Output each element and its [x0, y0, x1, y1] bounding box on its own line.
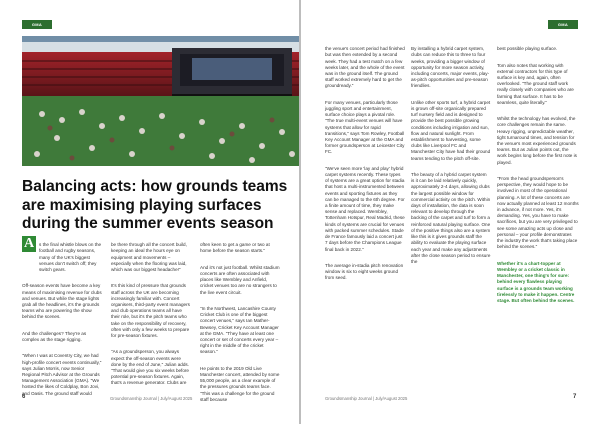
footer-credit-right: Groundsmanship Journal | July/August 2025	[325, 396, 408, 401]
paragraph: be there through all the concert build, keeping an ideal the hours eye on equipment and movements – especially when the flooring was laid, which was our biggest headache!"	[111, 242, 187, 273]
paragraph: "When I was at Coventry City, we had high-profile concert events continually," says Julian Morris, now Senior Regional Pitch Advisor at the Grounds Management Association (GMA). "We hosted the likes of Coldplay, Bon Jovi, and Oasis. The ground staff would	[22, 353, 102, 396]
footer-credit-left: Groundsmanship Journal | July/August 2025	[110, 396, 193, 401]
left-column-1	[22, 236, 102, 407]
paragraph: Unlike other sports turf, a hybrid carpet is grown off-site organically prepared turf nursery field and is designed to provide the best possible growing conditions including irrigation and sun, flow and natural sunlight. From establishment to harvesting, some clubs like Liverpool FC and Manchester City have had their ground teams tending to the pitch off-site.	[411, 99, 491, 161]
paragraph: It's this kind of pressure that grounds staff across the UK are becoming increasingly familiar with. Concert organisers, third-party event managers and club operations teams all have their role, but it's the pitch teams who take on the responsibility of recovery, often with only a few weeks to prepare for pre-season fixtures.	[111, 283, 190, 339]
paragraph: "We've seen more 'lay and play' hybrid carpet systems recently. These types of systems are a great option for stadia that host a multi-instrumented between events and sporting fixtures as they can be managed to the 6th degree. For a finite amount of time, they make sense and replaced. Wembley, Tottenham Hotspur, Real Madrid, these kinds of systems are crucial for venues with packed summer schedules. Stade de France famously laid a concert just 7 days before the Champions League final back in 2022."	[325, 165, 405, 252]
drop-cap: A	[23, 236, 35, 251]
paragraph: And the challenges? They're as complex as the stage rigging.	[22, 330, 87, 343]
paragraph: best possible playing surface.	[497, 46, 558, 52]
stadium-concert-photo	[22, 36, 299, 166]
intro-paragraph: s the final whistle blows on the football and rugby seasons, many of the UK's biggest venues don't switch off; they switch gears.	[39, 242, 102, 273]
section-tab-right: GMA	[548, 20, 578, 29]
paragraph: "From the head groundsperson's perspective, they would hope to be involved in most of the operational planning. A lot of these concerts are now actually planned at least 12 months in advance, if not more. Yes, it's demanding. Yes, you have to make sacrifices, but you are very privileged to see some amazing acts up close and personal – your profile demonstrates the industry the work that's taking place behind the scenes."	[497, 176, 579, 250]
paragraph: For many venues, particularly those juggling sport and entertainment, surface choice plays a pivotal role. "The true multi-event venues will have systems that allow for rapid transitions," says Tom Rowley, Football Key Account Manager at the GMA and former groundsperson at Leicester City FC.	[325, 99, 405, 155]
paragraph: "In the Northwest, Lancashire County Cricket Club is one of the biggest concert venues," says Ian Mather-Bewsey, Cricket Key Account Manager at the GMA. "They have at least one concert or set of concerts every year – right in the middle of the cricket season."	[200, 306, 279, 355]
page-number-right: 7	[573, 394, 577, 400]
right-page	[301, 0, 600, 424]
left-column-3	[200, 236, 280, 413]
paragraph: Tom also notes that working with external contractors for this type of surface is key and, again, often overlooked. "The ground staff work really closely with companies who are farming that surface. It has to be seamless, quite literally."	[497, 62, 574, 105]
paragraph: The beauty of a hybrid carpet system is it can be laid relatively quickly, approximately 2-4 days, allowing clubs the largest possible window for commercial activity on the pitch. Within days of installation, the data is soon relevant to develop through the backing of the carpet and turf to form a reinforced natural playing surface. One of the positive things also are a system like this is it gives grounds staff the ability to evaluate the playing surface each year and make any adjustments after the close season period to ensure the	[411, 172, 491, 264]
paragraph: By installing a hybrid carpet system, clubs can reduce this to three to four weeks, providing a bigger window of opportunity for more season activity, including concerts, major events, play-as-pitch opportunities and pre-season friendlies.	[411, 46, 490, 89]
paragraph: Whilst the technology has evolved, the core challenges remain the same. Heavy rigging, unpredictable weather, tight turnaround times, and tension for the venue's most experienced grounds teams. But as Julian points out, the work begins long before the first note is played.	[497, 116, 577, 165]
article-headline: Balancing acts: how grounds teams are maximising playing surfaces during the summer events season	[22, 178, 288, 232]
right-column-1	[325, 40, 405, 292]
paragraph: Off-season events have become a key means of maximising revenue for clubs and venues. But while the stage lights grab all the headlines, it's the grounds teams who are powering the show behind the scenes.	[22, 283, 102, 320]
paragraph: The average in-stadia pitch renovation window is six to eight weeks ground from seed.	[325, 262, 404, 281]
paragraph: the venue's concert period had finished but was then extended by a second week. They had a test match on a few weeks later, and the whole of the event was in the ground itself. The ground staff worked extremely hard to get the groundready."	[325, 46, 405, 89]
highlight-closing-paragraph: Whether it's a chart-topper at Wembley or a cricket classic in Manchester, one thing's for sure: behind every flawless playing surface is a grounds team working tirelessly to make it happen. Centre stage. But often behind the scenes.	[497, 260, 575, 303]
section-tab-left: GMA	[22, 20, 52, 29]
paragraph: And it's not just football. Whilst stadium concerts are often associated with places like Wembley and Anfield, cricket venues too are no strangers to the live event circuit.	[200, 264, 280, 295]
paragraph: He points to the 2019 Old Live Manchester concert, attended by some 55,000 people, as a clear example of the pressures grounds teams face. "This was a challenge for the ground staff because	[200, 365, 280, 402]
hero-image-stadium-concert	[22, 36, 299, 166]
left-page	[0, 0, 299, 424]
paragraph: often keen to get a game or two at home before the season starts."	[200, 242, 270, 254]
right-column-3	[497, 40, 579, 314]
paragraph: "As a groundsperson, you always expect the off-season events were done by the end of June," Julian adds. "That would give you six weeks before potential pre-season fixtures. Again, that's a revenue generator. Clubs are	[111, 349, 189, 386]
page-number-left: 6	[22, 394, 26, 400]
right-column-2	[411, 40, 491, 275]
left-column-2	[111, 236, 191, 397]
